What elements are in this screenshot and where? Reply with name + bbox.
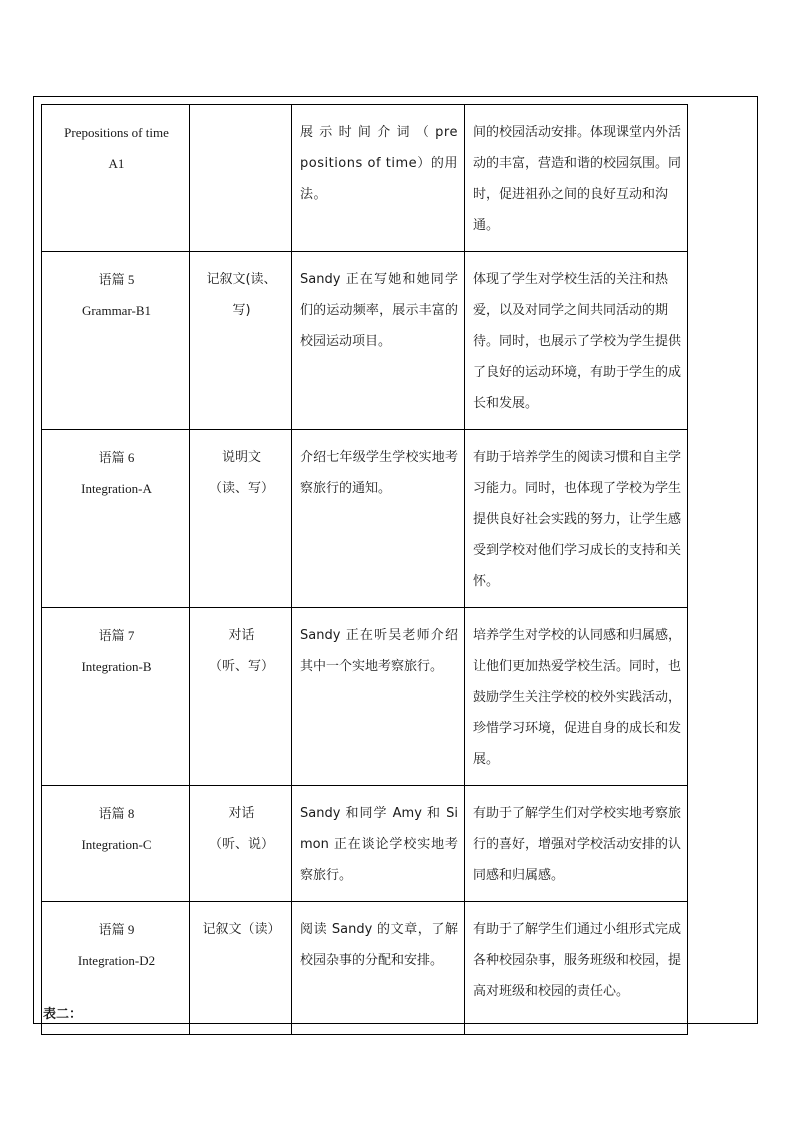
section-line: Grammar-B1 — [81, 303, 152, 318]
genre-line: （听、写） — [208, 659, 274, 674]
section-cell — [42, 786, 190, 902]
table-row — [42, 105, 688, 252]
genre-cell — [190, 252, 292, 430]
section-line: A1 — [108, 156, 125, 171]
table-row — [42, 902, 688, 1035]
genre-line: （听、说） — [208, 837, 274, 852]
section-cell — [42, 105, 190, 252]
content-cell: 介绍七年级学生学校实地考察旅行的通知。 — [292, 430, 465, 608]
table-row — [42, 608, 688, 786]
section-line: 语篇 6 — [98, 450, 135, 465]
content-cell: Sandy 正在听吴老师介绍其中一个实地考察旅行。 — [292, 608, 465, 786]
lesson-table — [41, 104, 688, 1035]
table-two-label: 表二： — [43, 1007, 83, 1022]
genre-cell — [190, 902, 292, 1035]
section-line: 语篇 5 — [98, 272, 135, 287]
table-row — [42, 252, 688, 430]
genre-line: 记叙文（读） — [202, 922, 281, 937]
genre-line: 对话 — [228, 628, 255, 643]
genre-line: 对话 — [228, 806, 255, 821]
genre-line: （读、写） — [208, 481, 274, 496]
genre-cell — [190, 430, 292, 608]
genre-line: 说明文 — [221, 450, 261, 465]
value-cell: 间的校园活动安排。体现课堂内外活动的丰富，营造和谐的校园氛围。同时，促进祖孙之间的良好互动和沟通。 — [465, 105, 688, 252]
value-cell: 体现了学生对学校生活的关注和热爱，以及对同学之间共同活动的期待。同时，也展示了学校为学生提供了良好的运动环境，有助于学生的成长和发展。 — [465, 252, 688, 430]
content-cell: 阅读 Sandy 的文章，了解校园杂事的分配和安排。 — [292, 902, 465, 1035]
value-cell: 有助于了解学生们对学校实地考察旅行的喜好，增强对学校活动安排的认同感和归属感。 — [465, 786, 688, 902]
section-line: 语篇 7 — [98, 628, 135, 643]
section-cell — [42, 608, 190, 786]
genre-cell — [190, 786, 292, 902]
genre-line: 记叙文(读、写) — [206, 272, 277, 318]
section-line: 语篇 8 — [98, 806, 135, 821]
content-cell: 展 示 时 间 介 词 （ prepositions of time）的用法。 — [292, 105, 465, 252]
content-cell: Sandy 和同学 Amy 和 Simon 正在谈论学校实地考察旅行。 — [292, 786, 465, 902]
table-row — [42, 430, 688, 608]
section-line: Integration-C — [81, 837, 152, 852]
genre-cell — [190, 608, 292, 786]
section-cell — [42, 252, 190, 430]
section-line: Integration-A — [81, 481, 152, 496]
section-line: Prepositions of time — [64, 125, 169, 140]
value-cell: 培养学生对学校的认同感和归属感，让他们更加热爱学校生活。同时，也鼓励学生关注学校的校外实践活动，珍惜学习环境，促进自身的成长和发展。 — [465, 608, 688, 786]
content-cell: Sandy 正在写她和她同学们的运动频率，展示丰富的校园运动项目。 — [292, 252, 465, 430]
section-line: Integration-B — [81, 659, 152, 674]
section-line: Integration-D2 — [77, 953, 156, 968]
table-row — [42, 786, 688, 902]
section-cell — [42, 430, 190, 608]
genre-cell — [190, 105, 292, 252]
value-cell: 有助于了解学生们通过小组形式完成各种校园杂事，服务班级和校园，提高对班级和校园的责任心。 — [465, 902, 688, 1035]
section-line: 语篇 9 — [98, 922, 135, 937]
value-cell: 有助于培养学生的阅读习惯和自主学习能力。同时，也体现了学校为学生提供良好社会实践的努力，让学生感受到学校对他们学习成长的支持和关怀。 — [465, 430, 688, 608]
